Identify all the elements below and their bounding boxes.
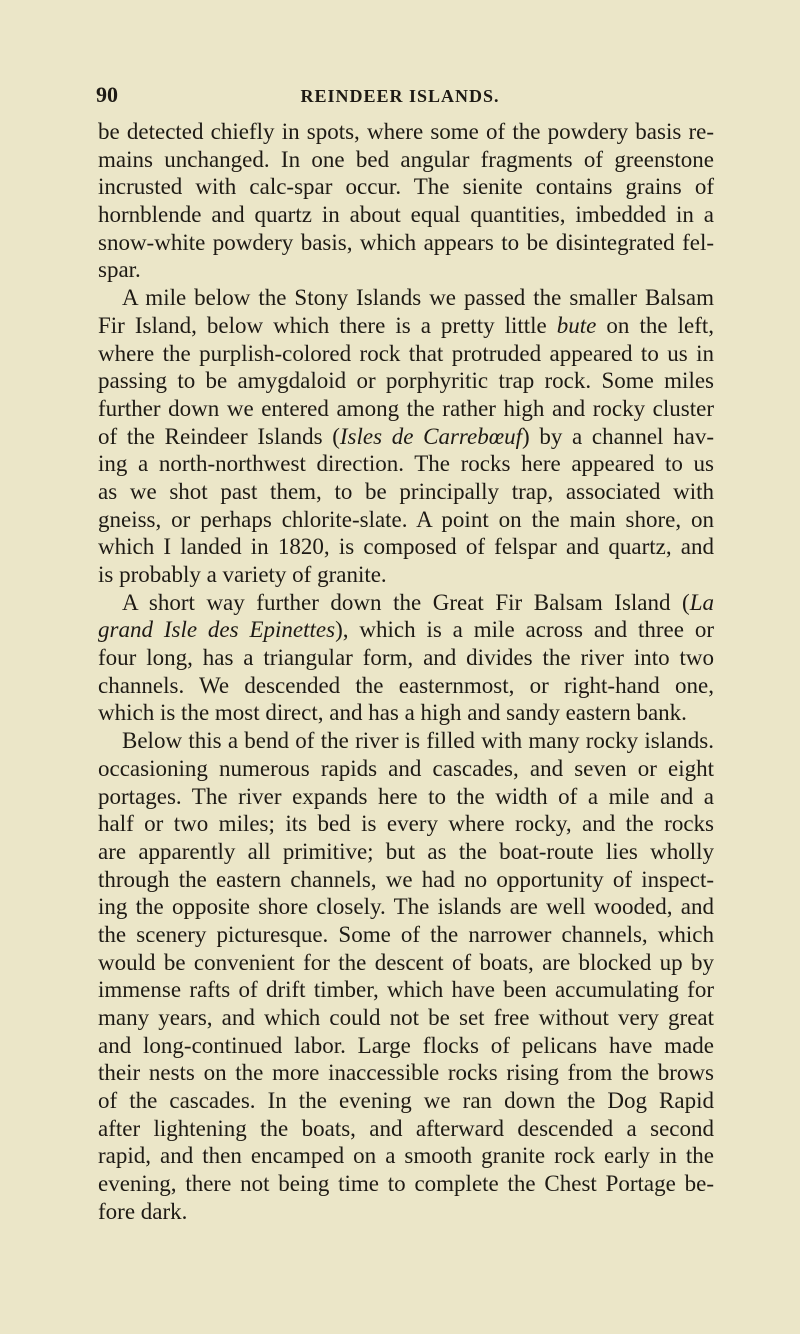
text-segment: where the purplish-colored rock that protruded appeared to us in bbox=[98, 340, 714, 366]
italic-text: bute bbox=[556, 312, 597, 338]
text-segment: and long-continued labor. Large flocks of pelicans have made bbox=[98, 1032, 714, 1058]
text-line bbox=[98, 201, 714, 229]
text-line bbox=[98, 672, 714, 700]
text-segment: Fir Island, below which there is a pretty little bbox=[98, 312, 557, 338]
text-line bbox=[98, 783, 714, 811]
text-line bbox=[98, 423, 714, 451]
text-line bbox=[98, 644, 714, 672]
text-line bbox=[98, 312, 714, 340]
text-segment: which I landed in 1820, is composed of felspar and quartz, and bbox=[98, 534, 714, 560]
text-segment: hornblende and quartz in about equal quantities, imbedded in a bbox=[98, 202, 714, 228]
text-segment: evening, there not being time to complete the Chest Portage be- bbox=[98, 1171, 714, 1197]
text-segment: is probably a variety of granite. bbox=[98, 562, 387, 587]
text-segment: gneiss, or perhaps chlorite-slate. A point on the main shore, on bbox=[98, 506, 714, 532]
text-line bbox=[98, 727, 714, 755]
text-segment: their nests on the more inaccessible rocks rising from the brows bbox=[98, 1060, 714, 1086]
text-segment: ) by a channel hav- bbox=[521, 423, 714, 449]
text-line bbox=[98, 866, 714, 894]
text-line bbox=[98, 616, 714, 644]
text-line bbox=[98, 450, 714, 478]
text-line bbox=[98, 256, 714, 284]
text-line bbox=[98, 1087, 714, 1115]
text-line bbox=[98, 284, 714, 312]
running-head: REINDEER ISLANDS. bbox=[300, 86, 500, 106]
text-segment: which is the most direct, and has a high and sandy eastern bank. bbox=[98, 700, 687, 726]
text-segment: many years, and which could not be set free without very great bbox=[98, 1005, 714, 1030]
text-segment: through the eastern channels, we had no opportunity of inspect- bbox=[98, 866, 714, 892]
text-segment: Below this a bend of the river is filled with many rocky islands. bbox=[122, 728, 714, 754]
text-line bbox=[98, 755, 714, 783]
text-line bbox=[98, 921, 714, 949]
text-segment: passing to be amygdaloid or porphyritic trap rock. Some miles bbox=[98, 368, 714, 394]
text-line bbox=[98, 1115, 714, 1143]
text-line bbox=[98, 810, 714, 838]
text-segment: portages. The river expands here to the width of a mile and a bbox=[98, 783, 714, 809]
text-segment: A mile below the Stony Islands we passed the smaller Balsam bbox=[122, 285, 714, 311]
text-segment: ing a north-northwest direction. The rocks here appeared to us bbox=[98, 451, 714, 477]
italic-text: La bbox=[689, 589, 714, 615]
text-segment: are apparently all primitive; but as the boat-route lies wholly bbox=[98, 838, 714, 864]
text-line bbox=[98, 838, 714, 866]
text-line bbox=[98, 173, 714, 201]
text-line bbox=[98, 1004, 714, 1032]
text-line bbox=[98, 395, 714, 423]
italic-text: Isles de Carrebœuf bbox=[339, 423, 522, 449]
text-segment: fore dark. bbox=[98, 1198, 188, 1224]
text-segment: four long, has a triangular form, and divides the river into two bbox=[98, 645, 714, 671]
text-line bbox=[98, 976, 714, 1004]
text-segment: channels. We descended the easternmost, or right-hand one, bbox=[98, 672, 714, 698]
text-segment: the scenery picturesque. Some of the narrower channels, which bbox=[98, 921, 714, 947]
text-segment: of the cascades. In the evening we ran down the Dog Rapid bbox=[98, 1088, 714, 1114]
text-line bbox=[98, 949, 714, 977]
text-segment: on the left, bbox=[596, 312, 714, 338]
text-line bbox=[98, 1142, 714, 1170]
text-segment: immense rafts of drift timber, which have been accumulating for bbox=[98, 977, 714, 1003]
text-line bbox=[98, 589, 714, 617]
text-segment: rapid, and then encamped on a smooth granite rock early in the bbox=[98, 1143, 714, 1169]
body-text bbox=[98, 118, 714, 1226]
text-line bbox=[98, 506, 714, 534]
text-segment: ing the opposite shore closely. The islands are well wooded, and bbox=[98, 894, 714, 920]
text-segment: half or two miles; its bed is every where rocky, and the rocks bbox=[98, 811, 714, 837]
text-segment: spar. bbox=[98, 257, 141, 283]
text-line bbox=[98, 533, 714, 561]
italic-text: grand Isle des Epinettes bbox=[98, 617, 336, 643]
text-segment: further down we entered among the rather high and rocky cluster bbox=[98, 395, 714, 421]
text-line bbox=[98, 893, 714, 921]
text-segment: occasioning numerous rapids and cascades, and seven or eight bbox=[98, 755, 714, 781]
text-line bbox=[98, 229, 714, 257]
text-segment: as we shot past them, to be principally trap, associated with bbox=[98, 478, 714, 504]
text-line bbox=[98, 340, 714, 368]
text-segment: A short way further down the Great Fir Balsam Island ( bbox=[122, 589, 690, 615]
text-line bbox=[98, 367, 714, 395]
text-line bbox=[98, 561, 714, 589]
text-line bbox=[98, 1170, 714, 1198]
text-line bbox=[98, 1198, 714, 1226]
text-line bbox=[98, 478, 714, 506]
text-segment: would be convenient for the descent of boats, are blocked up by bbox=[98, 949, 714, 975]
text-line bbox=[98, 1032, 714, 1060]
text-line bbox=[98, 146, 714, 174]
text-segment: snow-white powdery basis, which appears to be disintegrated fel- bbox=[98, 229, 714, 255]
text-line bbox=[98, 699, 714, 727]
text-segment: of the Reindeer Islands ( bbox=[98, 423, 340, 449]
text-line bbox=[98, 118, 714, 146]
text-segment: be detected chiefly in spots, where some of the powdery basis re- bbox=[98, 119, 714, 144]
page-number: 90 bbox=[96, 82, 118, 107]
text-segment: ), which is a mile across and three or bbox=[335, 617, 714, 643]
text-line bbox=[98, 1059, 714, 1087]
text-segment: mains unchanged. In one bed angular fragments of greenstone bbox=[98, 146, 714, 172]
text-segment: incrusted with calc-spar occur. The sienite contains grains of bbox=[98, 174, 714, 200]
text-segment: after lightening the boats, and afterward descended a second bbox=[98, 1115, 714, 1141]
